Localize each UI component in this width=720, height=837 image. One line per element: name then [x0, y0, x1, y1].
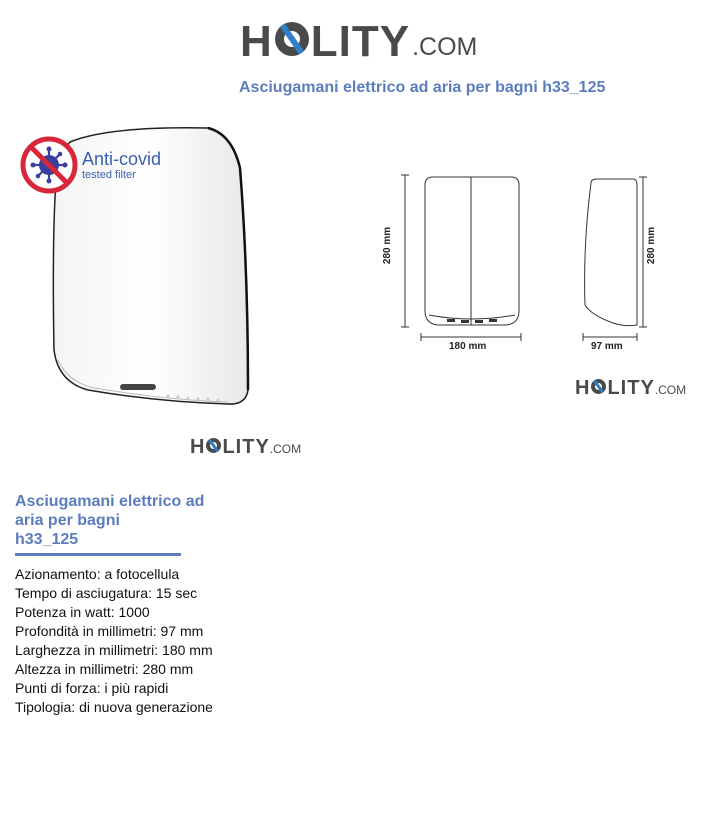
virus-prohibited-icon [20, 136, 78, 194]
product-photo [18, 120, 258, 420]
badge-subtitle: tested filter [82, 169, 136, 181]
logo-o-icon [591, 379, 606, 394]
product-heading-line: Asciugamani elettrico ad [15, 493, 205, 510]
product-heading-line: h33_125 [15, 531, 79, 548]
dimension-diagram [382, 165, 685, 360]
product-heading-line: aria per bagni [15, 512, 120, 529]
spec-item: Profondità in millimetri: 97 mm [15, 623, 204, 639]
spec-item: Tipologia: di nuova generazione [15, 699, 213, 715]
anti-covid-badge [20, 136, 161, 194]
spec-item: Azionamento: a fotocellula [15, 566, 180, 582]
site-logo[interactable] [240, 17, 478, 66]
front-height-label: 280 mm [382, 226, 394, 265]
side-depth-label: 97 mm [591, 341, 623, 352]
front-width-label: 180 mm [449, 341, 487, 352]
heading-divider [15, 553, 181, 556]
dimension-drawing [385, 165, 685, 360]
logo-domain: .COM [412, 33, 478, 61]
photo-logo: H LITY .COM [190, 436, 302, 458]
diagram-logo: H LITY .COM [575, 377, 687, 399]
logo-o-icon [206, 438, 221, 453]
spec-item: Punti di forza: i più rapidi [15, 680, 169, 696]
side-height-label: 280 mm [646, 226, 658, 265]
page-title: Asciugamani elettrico ad aria per bagni h33_125 [239, 79, 606, 96]
logo-wordmark: H LITY [240, 17, 411, 66]
product-specs [15, 565, 213, 717]
spec-item: Potenza in watt: 1000 [15, 604, 150, 620]
product-heading [15, 492, 215, 549]
logo-o-icon [275, 22, 309, 56]
spec-item: Altezza in millimetri: 280 mm [15, 661, 194, 677]
spec-item: Tempo di asciugatura: 15 sec [15, 585, 198, 601]
spec-item: Larghezza in millimetri: 180 mm [15, 642, 213, 658]
badge-title: Anti-covid [82, 149, 162, 169]
